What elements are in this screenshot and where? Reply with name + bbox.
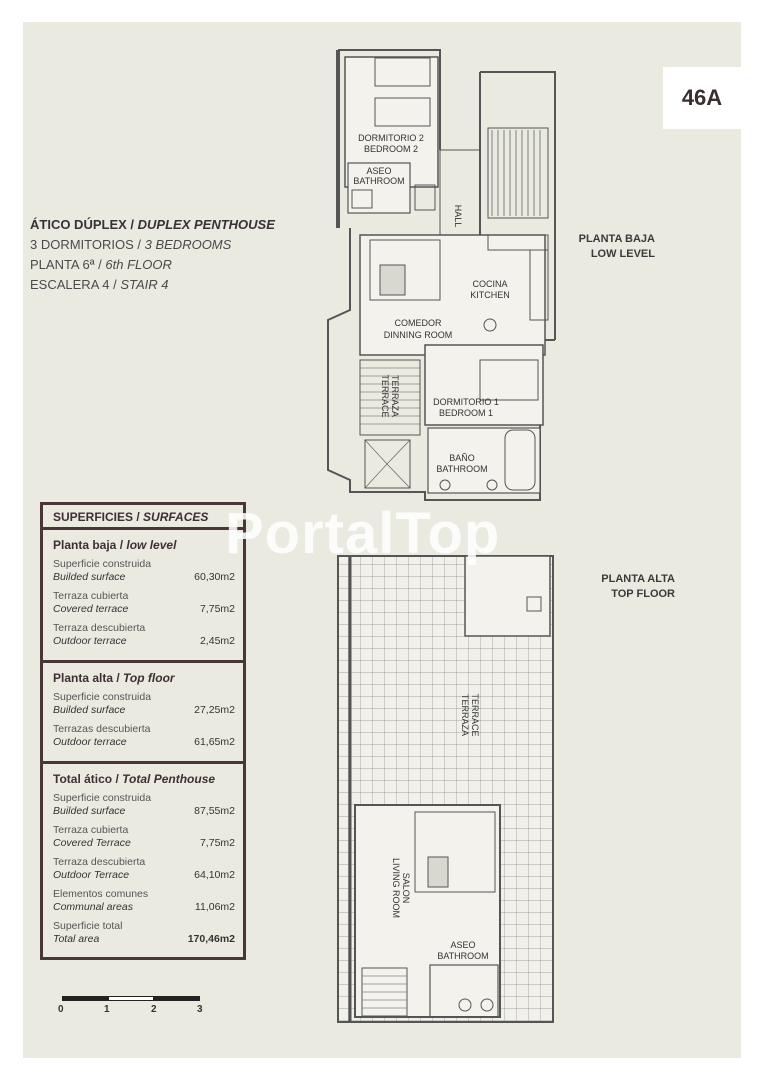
surface-value: 60,30m2 [194, 571, 235, 583]
surface-row [53, 888, 235, 914]
surface-value: 61,65m2 [194, 736, 235, 748]
surface-row [53, 792, 235, 818]
room-label-terrace-low: TERRACE [380, 374, 390, 418]
surfaces-section [43, 663, 243, 764]
surface-sublabel: Outdoor Terrace [53, 869, 130, 881]
surface-label: Terraza cubierta [53, 590, 129, 602]
room-label-bano: BAÑO [449, 453, 475, 463]
surface-value: 7,75m2 [199, 603, 235, 615]
level-label-low: PLANTA BAJA LOW LEVEL [578, 233, 655, 260]
surface-row [53, 723, 235, 749]
scale-segment-3 [154, 996, 200, 1001]
watermark: PortalTop [225, 501, 501, 566]
surface-sublabel: Outdoor terrace [53, 635, 127, 647]
info-line-stair: ESCALERA 4 / STAIR 4 [30, 277, 169, 292]
surface-row [53, 920, 235, 946]
room-label-bathroom-upper: BATHROOM [353, 176, 405, 186]
room-label-comedor: COMEDOR [394, 318, 442, 328]
surface-value: 64,10m2 [194, 869, 235, 881]
surface-value: 87,55m2 [194, 805, 235, 817]
surface-sublabel: Communal areas [53, 901, 133, 913]
room-label-terraza-low: TERRAZA [390, 374, 400, 418]
scale-tick: 1 [104, 1004, 110, 1015]
surface-label: Superficie construida [53, 691, 152, 703]
room-label-bathroom-low: BATHROOM [436, 464, 488, 474]
surface-sublabel: Builded surface [53, 571, 126, 583]
surface-label: Terrazas descubierta [53, 723, 151, 735]
surface-sublabel: Covered Terrace [53, 837, 131, 849]
surface-label: Terraza descubierta [53, 856, 146, 868]
property-info [30, 215, 275, 295]
room-label-terraza-top: TERRAZA [460, 693, 470, 737]
surface-value: 11,06m2 [194, 901, 235, 913]
surface-sublabel: Covered terrace [53, 603, 129, 615]
info-line-bedrooms: 3 DORMITORIOS / 3 BEDROOMS [30, 237, 232, 252]
surface-row [53, 856, 235, 882]
surface-label: Terraza cubierta [53, 824, 129, 836]
scale-segment-2 [108, 996, 154, 1001]
surface-sublabel: Outdoor terrace [53, 736, 127, 748]
surfaces-section [43, 764, 243, 958]
surface-label: Elementos comunes [53, 888, 149, 900]
room-label-aseo-upper: ASEO [366, 166, 392, 176]
surfaces-table-header: SUPERFICIES / SURFACES [43, 505, 243, 530]
room-label-kitchen: KITCHEN [470, 290, 510, 300]
info-line-type: ÁTICO DÚPLEX / DUPLEX PENTHOUSE [30, 217, 275, 232]
room-label-dormitorio-2: DORMITORIO 2 [358, 133, 424, 143]
surfaces-section-title: Total ático / Total Penthouse [53, 772, 216, 786]
surface-value: 7,75m2 [199, 837, 235, 849]
surface-value: 2,45m2 [199, 635, 235, 647]
surfaces-section-title: Planta alta / Top floor [53, 671, 175, 685]
surfaces-table [40, 502, 246, 960]
surface-sublabel: Builded surface [53, 805, 126, 817]
room-label-hall: HALL [453, 204, 463, 228]
scale-tick: 3 [197, 1004, 203, 1015]
low-level-plan [328, 50, 555, 500]
surface-label: Superficie total [53, 920, 123, 932]
surface-row [53, 558, 235, 584]
room-label-living-room: LIVING ROOM [391, 857, 401, 919]
room-label-dormitorio-1: DORMITORIO 1 [433, 397, 499, 407]
room-label-bedroom-1: BEDROOM 1 [438, 408, 494, 418]
surface-label: Superficie construida [53, 792, 152, 804]
level-label-top: PLANTA ALTA TOP FLOOR [601, 573, 675, 600]
surface-value: 170,46m2 [187, 933, 235, 945]
surface-row [53, 824, 235, 850]
surfaces-section [43, 530, 243, 663]
scale-tick: 2 [151, 1004, 157, 1015]
surface-sublabel: Builded surface [53, 704, 126, 716]
surface-label: Terraza descubierta [53, 622, 146, 634]
room-label-cocina: COCINA [472, 279, 508, 289]
scale-segment-1 [62, 996, 108, 1001]
surface-label: Superficie construida [53, 558, 152, 570]
surfaces-section-title: Planta baja / low level [53, 538, 177, 552]
unit-number-badge: 46A [663, 67, 741, 129]
room-label-bedroom-2: BEDROOM 2 [363, 144, 419, 154]
surface-row [53, 590, 235, 616]
room-label-terrace-top: TERRACE [470, 693, 480, 737]
room-label-dinning-room: DINNING ROOM [383, 330, 453, 340]
room-label-salon: SALON [401, 872, 411, 904]
surface-value: 27,25m2 [194, 704, 235, 716]
room-label-aseo-top: ASEO [450, 940, 476, 950]
scale-tick: 0 [58, 1004, 64, 1015]
info-line-floor: PLANTA 6ª / 6th FLOOR [30, 257, 172, 272]
surface-row [53, 691, 235, 717]
room-label-bathroom-top: BATHROOM [437, 951, 489, 961]
surface-row [53, 622, 235, 648]
surface-sublabel: Total area [53, 933, 100, 945]
